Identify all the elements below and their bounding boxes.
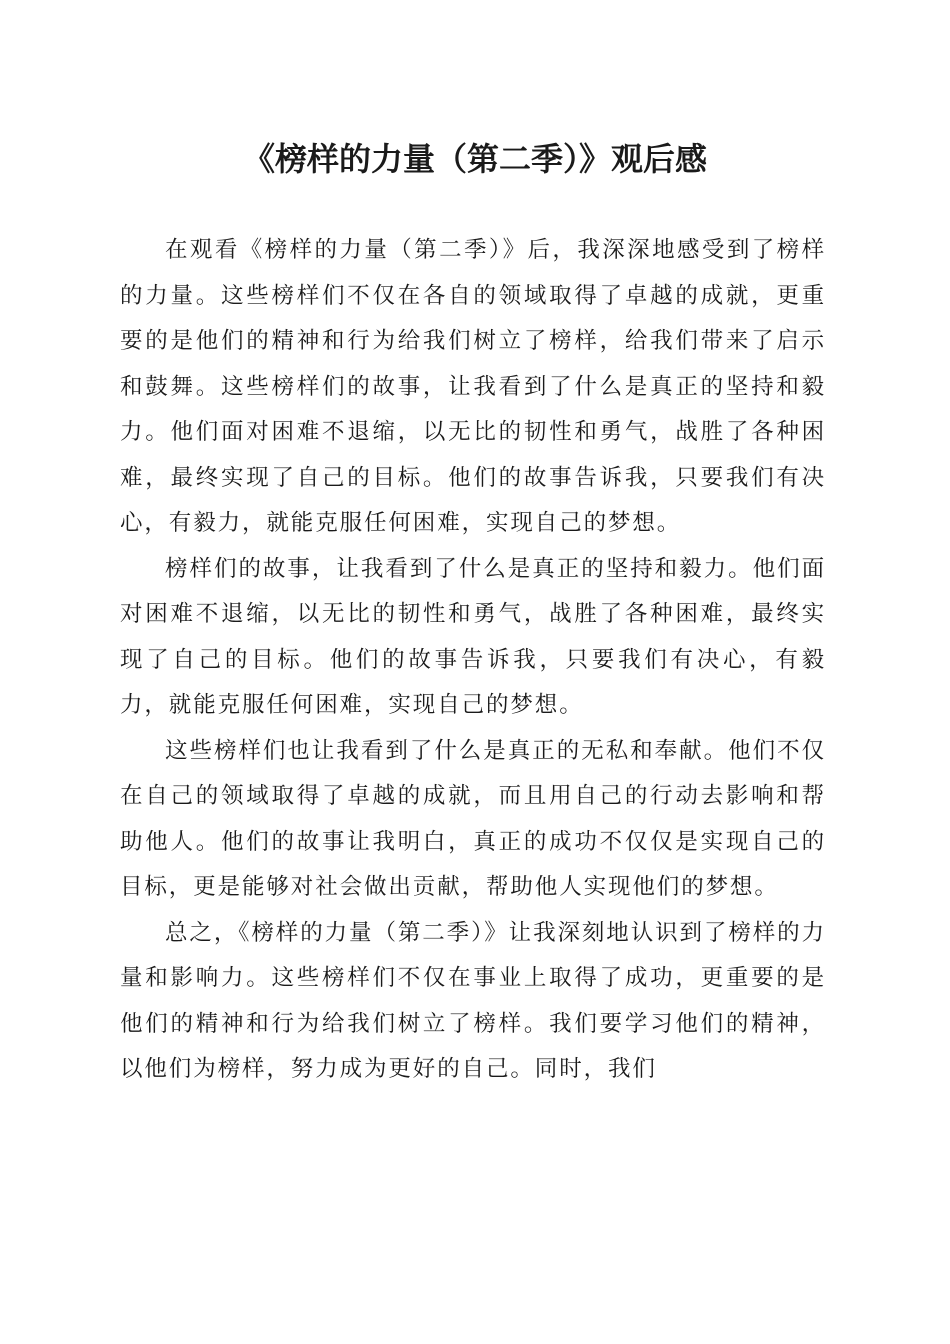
document-body [120,228,826,1093]
paragraph-3: 这些榜样们也让我看到了什么是真正的无私和奉献。他们不仅在自己的领域取得了卓越的成就，而且用自己的行动去影响和帮助他人。他们的故事让我明白，真正的成功不仅仅是实现自己的目标，更是能够对社会做出贡献，帮助他人实现他们的梦想。 [120,737,826,900]
paragraph-2: 榜样们的故事，让我看到了什么是真正的坚持和毅力。他们面对困难不退缩，以无比的韧性和勇气，战胜了各种困难，最终实现了自己的目标。他们的故事告诉我，只要我们有决心，有毅力，就能克服任何困难，实现自己的梦想。 [120,555,826,718]
paragraph-1: 在观看《榜样的力量（第二季）》后，我深深地感受到了榜样的力量。这些榜样们不仅在各自的领域取得了卓越的成就，更重要的是他们的精神和行为给我们树立了榜样，给我们带来了启示和鼓舞。这些榜样们的故事，让我看到了什么是真正的坚持和毅力。他们面对困难不退缩，以无比的韧性和勇气，战胜了各种困难，最终实现了自己的目标。他们的故事告诉我，只要我们有决心，有毅力，就能克服任何困难，实现自己的梦想。 [120,237,826,536]
paragraph-4: 总之，《榜样的力量（第二季）》让我深刻地认识到了榜样的力量和影响力。这些榜样们不仅在事业上取得了成功，更重要的是他们的精神和行为给我们树立了榜样。我们要学习他们的精神，以他们为榜样，努力成为更好的自己。同时，我们 [120,919,826,1082]
document-title: 《榜样的力量（第二季）》观后感 [242,140,707,178]
